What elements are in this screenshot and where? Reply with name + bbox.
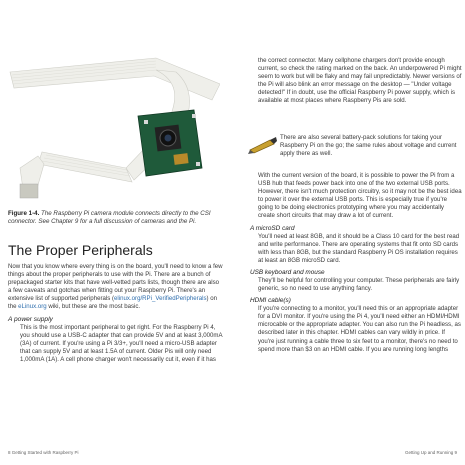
figure-caption xyxy=(8,210,224,226)
intro-text-3: wiki, but these are the most basic. xyxy=(46,303,141,311)
usb-power-paragraph: With the current version of the board, it is possible to power the Pi from a USB hub that feeds power back into one of the two external USB ports. However, there isn't much protection circuitry, so it may not be the best idea to power it over the external USB ports. This is especially true if you're going to be doing electronics prototyping where you may accidentally create short circuits that may draw a lot of current. xyxy=(258,172,462,220)
power-continued-text: the correct connector. Many cellphone chargers don't provide enough current, so check the rating marked on the back. An underpowered Pi might seem to work but will be flaky and may fail unpredictably. Newer versions of the Pi will also blink an error message on the desktop — "Under voltage detected!" If in doubt, use the official Raspberry Pi power supply, which is available at most places where Raspberry Pis are sold. xyxy=(258,57,462,105)
hdmi-paragraph: If you're connecting to a monitor, you'll need this or an appropriate adapter for a DVI monitor. If you're using the Pi 4, you'll need either an HDMI/HDMI microcable or the appropriate adapter. You can also run the Pi headless, as described later in this chapter. HDMI cables can vary wildly in price. If you're just running a cable three to six feet to a monitor, there's no need to spend more than $3 on an HDMI cable. If you are running long lengths xyxy=(258,305,461,353)
right-top-paragraph xyxy=(258,57,462,106)
sd-heading: A microSD card xyxy=(250,224,295,232)
left-page xyxy=(0,0,232,465)
tip-box xyxy=(248,134,462,164)
caption-label: Figure 1-4. xyxy=(8,210,40,217)
right-body xyxy=(250,172,462,354)
caption-text: The Raspberry Pi camera module connects directly to the CSI connector. See Chapter 9 for a full discussion of cameras and the Pi. xyxy=(8,210,211,226)
sd-paragraph: You'll need at least 8GB, and it should be a Class 10 card for the best read and write performance. There are operating systems that fit onto SD cards with less than 8GB, but the standard Raspberry Pi OS installation requires at least an 8GB microSD card. xyxy=(258,232,460,264)
peripherals-link[interactable]: elinux.org/RPi_VerifiedPeripherals xyxy=(114,295,207,303)
pen-tip-icon xyxy=(248,136,278,154)
power-paragraph: This is the most important peripheral to get right. For the Raspberry Pi 4, you should use a USB-C adapter that can provide 5V and at least 3,000mA (3A) of current. If you're using a Pi 3/3+, you'll need a micro-USB adapter that can supply 5V and at least 1.5A of current. Older Pis will only need 1,000mA (1A). A cell phone charger won't necessarily cut it, even if it has xyxy=(20,323,223,363)
elinux-link[interactable]: eLinux.org xyxy=(18,303,47,311)
keyboard-heading: USB keyboard and mouse xyxy=(250,268,325,276)
tip-text: There are also several battery-pack solutions for taking your Raspberry Pi on the go; the same rules about voltage and current apply there as well. xyxy=(280,134,457,158)
intro-text-1: Now that you know where every thing is on the board, you'll need to know a few things about the proper peripherals to use with the Pi. There are a bunch of prepackaged starter kits that have well-vetted parts lists, though there are also a few caveats and gotchas when fitting out your Raspberry Pi. There's an extensive list of supported peripherals ( xyxy=(8,263,223,303)
camera-module-figure xyxy=(6,56,220,206)
section-title: The Proper Peripherals xyxy=(8,242,153,258)
left-body xyxy=(8,263,224,364)
intro-paragraph xyxy=(8,263,224,312)
intro-text-2: ) on the xyxy=(8,295,218,311)
power-heading: A power supply xyxy=(8,315,53,323)
keyboard-paragraph: They'll be helpful for controlling your computer. These peripherals are fairly generic, so no need to use anything fancy. xyxy=(258,276,460,293)
hdmi-heading: HDMI cable(s) xyxy=(250,297,291,305)
right-footer: Getting Up and Running 9 xyxy=(404,450,457,455)
left-footer: 8 Getting Started with Raspberry Pi xyxy=(8,450,79,455)
